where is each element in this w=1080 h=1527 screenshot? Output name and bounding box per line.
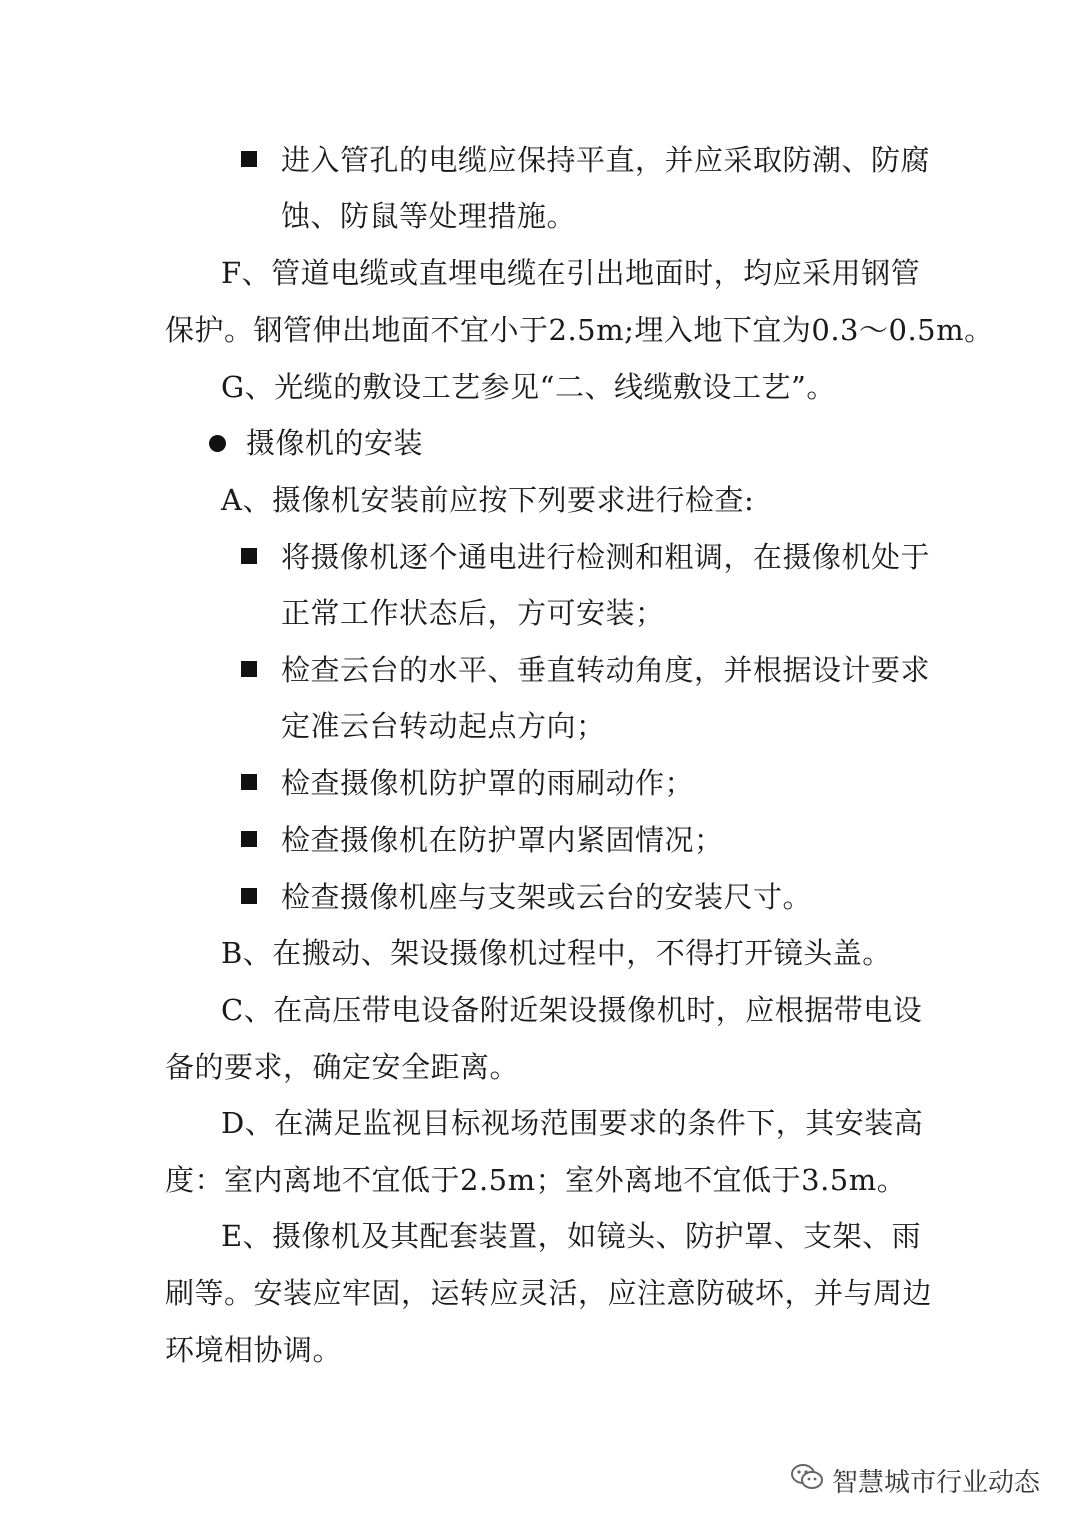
square-bullet-icon (241, 548, 257, 564)
text-line: A、摄像机安装前应按下列要求进行检查: (221, 483, 755, 517)
text-line: 检查摄像机防护罩的雨刷动作； (281, 766, 695, 800)
text-line: 蚀、防鼠等处理措施。 (281, 199, 577, 233)
text-line: 正常工作状态后，方可安装； (281, 596, 665, 630)
text-line: 将摄像机逐个通电进行检测和粗调，在摄像机处于 (281, 540, 931, 574)
text-line: 环境相协调。 (165, 1333, 343, 1367)
text-line: E、摄像机及其配套装置，如镜头、防护罩、支架、雨 (221, 1219, 922, 1253)
section-heading: 摄像机的安装 (246, 426, 424, 460)
text-line: B、在搬动、架设摄像机过程中，不得打开镜头盖。 (221, 936, 892, 970)
text-line: C、在高压带电设备附近架设摄像机时，应根据带电设 (221, 993, 923, 1027)
square-bullet-icon (241, 774, 257, 790)
text-line: 检查摄像机在防护罩内紧固情况； (281, 823, 724, 857)
text-line: 进入管孔的电缆应保持平直，并应采取防潮、防腐 (281, 143, 931, 177)
square-bullet-icon (241, 831, 257, 847)
watermark (790, 1460, 1040, 1500)
text-line: F、管道电缆或直埋电缆在引出地面时，均应采用钢管 (221, 256, 921, 290)
square-bullet-icon (241, 661, 257, 677)
text-line: 定准云台转动起点方向； (281, 709, 606, 743)
text-line: 备的要求，确定安全距离。 (165, 1050, 520, 1084)
text-line: G、光缆的敷设工艺参见“二、线缆敷设工艺”。 (221, 370, 836, 404)
watermark-text: 智慧城市行业动态 (832, 1467, 1041, 1498)
text-line: 度：室内离地不宜低于2.5m；室外离地不宜低于3.5m。 (165, 1163, 907, 1197)
text-line: 检查摄像机座与支架或云台的安装尺寸。 (281, 880, 813, 914)
text-line: 刷等。安装应牢固，运转应灵活，应注意防破坏，并与周边 (165, 1276, 933, 1310)
text-line: 检查云台的水平、垂直转动角度，并根据设计要求 (281, 653, 931, 687)
wechat-icon (790, 1462, 832, 1499)
square-bullet-icon (241, 888, 257, 904)
square-bullet-icon (241, 151, 257, 167)
round-bullet-icon (209, 435, 226, 452)
text-line: 保护。钢管伸出地面不宜小于2.5m;埋入地下宜为0.3～0.5m。 (165, 313, 994, 347)
text-line: D、在满足监视目标视场范围要求的条件下，其安装高 (221, 1106, 924, 1140)
